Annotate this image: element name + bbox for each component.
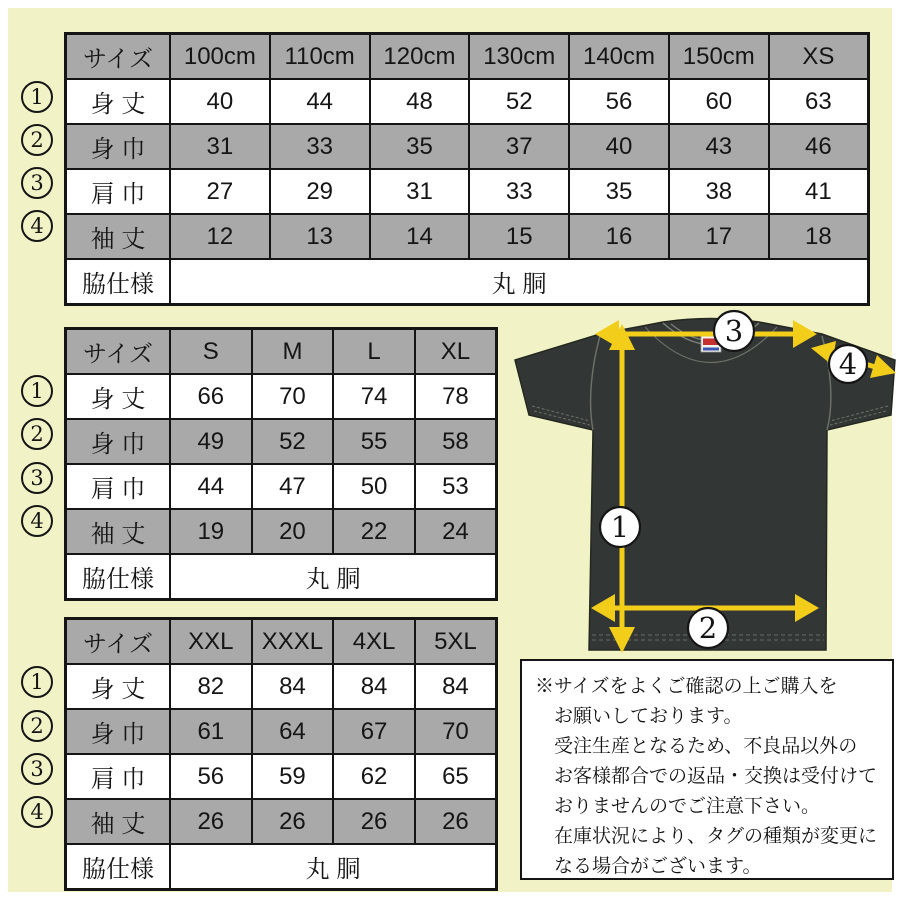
measure-value: 74 (333, 374, 415, 419)
size-column-header: 130cm (469, 34, 569, 80)
measure-value: 84 (252, 664, 334, 709)
measure-value: 26 (252, 799, 334, 844)
table-row (66, 464, 497, 509)
measure-value: 37 (469, 124, 569, 169)
size-column-header: 100cm (170, 34, 270, 80)
measure-value: 58 (415, 419, 497, 464)
measure-value: 12 (170, 214, 270, 259)
callout-2-marker: 2 (21, 124, 53, 156)
measure-value: 44 (270, 79, 370, 124)
measure-value: 35 (370, 124, 470, 169)
callout-1-marker: 1 (21, 666, 53, 698)
table-row (66, 214, 869, 259)
size-column-header: XXXL (252, 619, 334, 665)
notice-line: お客様都合での返品・交換は受付けて (554, 766, 878, 787)
tshirt-measurement-diagram (505, 308, 900, 660)
side-spec-value: 丸 胴 (170, 259, 869, 305)
measure-value: 44 (170, 464, 252, 509)
notice-line: なる場合がございます。 (554, 856, 762, 877)
notice-line: 在庫状況により、タグの種類が変更に (554, 826, 878, 847)
measure-value: 82 (170, 664, 252, 709)
notice-line: おりませんのでご注意下さい。 (554, 796, 821, 817)
table-row (66, 419, 497, 464)
measure-value: 24 (415, 509, 497, 554)
measure-value: 27 (170, 169, 270, 214)
measure-value: 14 (370, 214, 470, 259)
measure-value: 29 (270, 169, 370, 214)
callout-3-number: 3 (724, 314, 744, 348)
table-row (66, 329, 497, 375)
notice-line: お願いしております。 (554, 706, 743, 727)
measure-value: 70 (415, 709, 497, 754)
measure-value: 59 (252, 754, 334, 799)
measure-label: 肩 巾 (66, 754, 171, 799)
measure-value: 60 (669, 79, 769, 124)
measure-label: 身 巾 (66, 709, 171, 754)
measure-value: 41 (769, 169, 869, 214)
size-column-header: 150cm (669, 34, 769, 80)
callout-4-marker: 4 (21, 505, 53, 537)
size-column-header: XS (769, 34, 869, 80)
measure-value: 40 (170, 79, 270, 124)
measure-value: 31 (170, 124, 270, 169)
size-column-header: S (170, 329, 252, 375)
measure-value: 70 (252, 374, 334, 419)
measure-label: 袖 丈 (66, 799, 171, 844)
table-row (66, 79, 869, 124)
measure-label: 肩 巾 (66, 169, 171, 214)
measure-label: 身 丈 (66, 374, 171, 419)
measure-label: 身 巾 (66, 124, 171, 169)
size-column-header: 4XL (333, 619, 415, 665)
table-row (66, 799, 497, 844)
purchase-notice-box (520, 659, 894, 880)
measure-value: 56 (170, 754, 252, 799)
table-row (66, 754, 497, 799)
measure-value: 48 (370, 79, 470, 124)
measure-value: 84 (333, 664, 415, 709)
size-column-header: 110cm (270, 34, 370, 80)
side-spec-label: 脇仕様 (66, 259, 171, 305)
measure-value: 61 (170, 709, 252, 754)
callout-3-marker: 3 (21, 167, 53, 199)
size-header-label: サイズ (66, 619, 171, 665)
measure-label: 身 丈 (66, 79, 171, 124)
callout-4-marker: 4 (21, 210, 53, 242)
measure-value: 66 (170, 374, 252, 419)
notice-line: ※サイズをよくご確認の上ご購入を (535, 676, 838, 697)
measure-label: 袖 丈 (66, 509, 171, 554)
table-row (66, 259, 869, 305)
table-row (66, 374, 497, 419)
measure-value: 22 (333, 509, 415, 554)
measure-value: 43 (669, 124, 769, 169)
table-row (66, 619, 497, 665)
measure-value: 63 (769, 79, 869, 124)
measure-value: 31 (370, 169, 470, 214)
size-header-label: サイズ (66, 34, 171, 80)
size-table-xxl-5xl (64, 617, 498, 891)
table-row (66, 124, 869, 169)
measure-value: 20 (252, 509, 334, 554)
size-header-label: サイズ (66, 329, 171, 375)
callout-3-marker: 3 (21, 753, 53, 785)
measure-value: 35 (569, 169, 669, 214)
size-column-header: L (333, 329, 415, 375)
measure-label: 身 巾 (66, 419, 171, 464)
notice-line: 受注生産となるため、不良品以外の (554, 736, 858, 757)
table-row (66, 664, 497, 709)
callout-4-number: 4 (838, 347, 858, 381)
measure-label: 身 丈 (66, 664, 171, 709)
side-spec-label: 脇仕様 (66, 844, 171, 890)
measure-value: 46 (769, 124, 869, 169)
callout-1-marker: 1 (21, 375, 53, 407)
size-column-header: M (252, 329, 334, 375)
measure-value: 84 (415, 664, 497, 709)
table-row (66, 844, 497, 890)
measure-value: 50 (333, 464, 415, 509)
side-spec-value: 丸 胴 (170, 554, 497, 600)
callout-3-marker: 3 (21, 462, 53, 494)
measure-value: 26 (415, 799, 497, 844)
measure-value: 52 (469, 79, 569, 124)
side-spec-value: 丸 胴 (170, 844, 497, 890)
measure-value: 18 (769, 214, 869, 259)
measure-value: 33 (270, 124, 370, 169)
measure-value: 26 (333, 799, 415, 844)
measure-value: 17 (669, 214, 769, 259)
table-row (66, 709, 497, 754)
measure-value: 47 (252, 464, 334, 509)
measure-value: 26 (170, 799, 252, 844)
side-spec-label: 脇仕様 (66, 554, 171, 600)
measure-value: 56 (569, 79, 669, 124)
table-row (66, 169, 869, 214)
callout-2-marker: 2 (21, 710, 53, 742)
measure-label: 袖 丈 (66, 214, 171, 259)
table-row (66, 34, 869, 80)
size-column-header: 140cm (569, 34, 669, 80)
size-column-header: 5XL (415, 619, 497, 665)
measure-value: 49 (170, 419, 252, 464)
size-column-header: XL (415, 329, 497, 375)
measure-value: 15 (469, 214, 569, 259)
table-row (66, 509, 497, 554)
measure-value: 53 (415, 464, 497, 509)
size-column-header: 120cm (370, 34, 470, 80)
size-table-kids-xs (64, 32, 870, 306)
measure-value: 64 (252, 709, 334, 754)
measure-value: 33 (469, 169, 569, 214)
callout-1-number: 1 (610, 510, 630, 544)
measure-value: 65 (415, 754, 497, 799)
callout-2-marker: 2 (21, 418, 53, 450)
callout-1-marker: 1 (21, 81, 53, 113)
size-table-s-xl (64, 327, 498, 601)
callout-2-number: 2 (698, 611, 718, 645)
measure-value: 52 (252, 419, 334, 464)
callout-4-marker: 4 (21, 796, 53, 828)
measure-label: 肩 巾 (66, 464, 171, 509)
measure-value: 62 (333, 754, 415, 799)
measure-value: 16 (569, 214, 669, 259)
measure-value: 19 (170, 509, 252, 554)
measure-value: 40 (569, 124, 669, 169)
measure-value: 13 (270, 214, 370, 259)
measure-value: 78 (415, 374, 497, 419)
measure-value: 67 (333, 709, 415, 754)
table-row (66, 554, 497, 600)
size-column-header: XXL (170, 619, 252, 665)
measure-value: 55 (333, 419, 415, 464)
measure-value: 38 (669, 169, 769, 214)
